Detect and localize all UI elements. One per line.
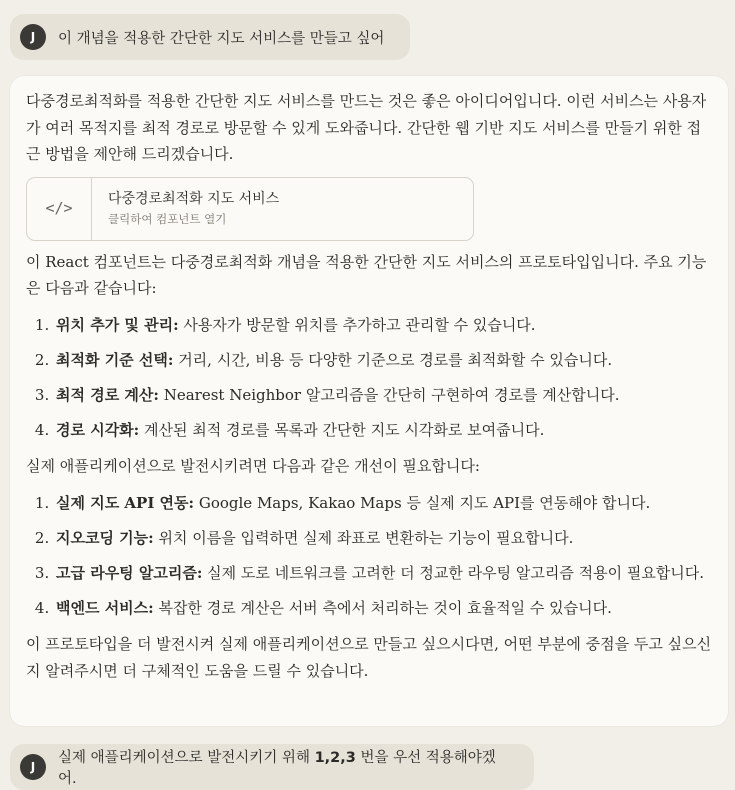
list-item: 4. 백엔드 서비스: 복잡한 경로 계산은 서버 측에서 처리하는 것이 효율적일 수 있습니다. xyxy=(54,595,712,622)
user-message-text: 실제 애플리케이션으로 발전시키기 위해 1,2,3 번을 우선 적용해야겠어. xyxy=(58,750,496,787)
assistant-message xyxy=(10,76,728,726)
user-message-top xyxy=(10,14,410,60)
assistant-paragraph-features: 이 React 컴포넌트는 다중경로최적화 개념을 적용한 간단한 지도 서비스의 프로토타입입니다. 주요 기능은 다음과 같습니다: xyxy=(26,252,707,297)
list-item: 1. 위치 추가 및 관리: 사용자가 방문할 위치를 추가하고 관리할 수 있습니다. xyxy=(54,312,712,339)
code-icon: </> xyxy=(27,178,92,240)
list-item: 2. 최적화 기준 선택: 거리, 시간, 비용 등 다양한 기준으로 경로를 최적화할 수 있습니다. xyxy=(54,347,712,374)
component-card[interactable] xyxy=(26,177,474,241)
list-item: 1. 실제 지도 API 연동: Google Maps, Kakao Maps 등 실제 지도 API를 연동해야 합니다. xyxy=(54,490,712,517)
component-card-subtitle: 클릭하여 컴포넌트 열기 xyxy=(108,211,227,226)
component-card-title: 다중경로최적화 지도 서비스 xyxy=(108,190,280,207)
assistant-paragraph-improvements: 실제 애플리케이션으로 발전시키려면 다음과 같은 개선이 필요합니다: xyxy=(26,457,480,475)
assistant-outro: 이 프로토타입을 더 발전시켜 실제 애플리케이션으로 만들고 싶으시다면, 어떤 부분에 중점을 두고 싶으신지 알려주시면 더 구체적인 도움을 드릴 수 있습니다. xyxy=(26,635,712,680)
list-item: 4. 경로 시각화: 계산된 최적 경로를 목록과 간단한 지도 시각화로 보여줍니다. xyxy=(54,417,712,444)
assistant-intro: 다중경로최적화를 적용한 간단한 지도 서비스를 만드는 것은 좋은 아이디어입니다. 이런 서비스는 사용자가 여러 목적지를 최적 경로로 방문할 수 있게 도와줍니다. 간단한 웹 기반 지도 서비스를 만들기 위한 접근 방법을 제안해 드리겠습니다. xyxy=(26,92,707,163)
user-avatar: J xyxy=(20,754,46,780)
improvement-list xyxy=(26,490,712,622)
user-avatar: J xyxy=(20,24,46,50)
user-message-text: 이 개념을 적용한 간단한 지도 서비스를 만들고 싶어 xyxy=(58,30,385,47)
user-message-bottom xyxy=(10,744,534,790)
list-item: 3. 고급 라우팅 알고리즘: 실제 도로 네트워크를 고려한 더 정교한 라우팅 알고리즘 적용이 필요합니다. xyxy=(54,560,712,587)
list-item: 2. 지오코딩 기능: 위치 이름을 입력하면 실제 좌표로 변환하는 기능이 필요합니다. xyxy=(54,525,712,552)
feature-list xyxy=(26,312,712,444)
list-item: 3. 최적 경로 계산: Nearest Neighbor 알고리즘을 간단히 구현하여 경로를 계산합니다. xyxy=(54,382,712,409)
